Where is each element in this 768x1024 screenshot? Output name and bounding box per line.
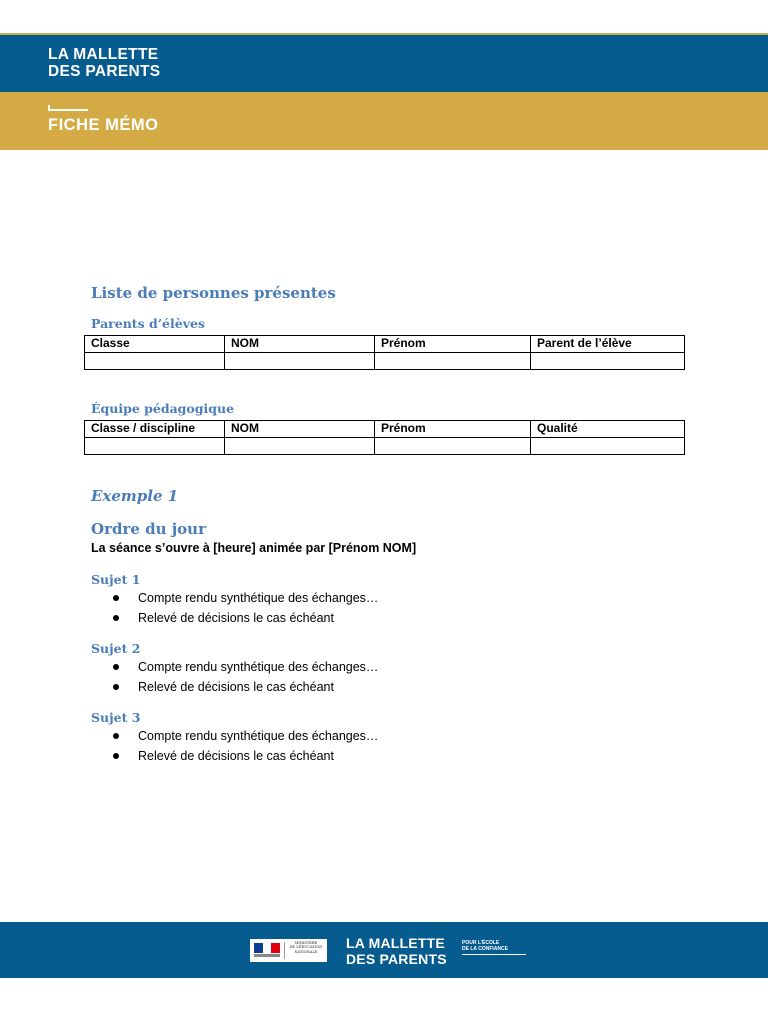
- subtitle-banner: [0, 92, 768, 150]
- list-item: [113, 746, 378, 766]
- bullet-icon: [113, 595, 119, 601]
- bullet-icon: [113, 664, 119, 670]
- table-row: [85, 353, 685, 370]
- subject-title: Sujet 1: [91, 572, 141, 587]
- footer-brand-logo: [346, 935, 447, 967]
- table-header-row: [85, 421, 685, 438]
- list-item-text: Compte rendu synthétique des échanges…: [138, 729, 379, 743]
- table-header-cell: NOM: [225, 336, 375, 353]
- equipe-table-title: Équipe pédagogique: [91, 401, 235, 416]
- bullet-icon: [113, 684, 119, 690]
- table-cell[interactable]: [225, 438, 375, 455]
- footer-banner: [0, 922, 768, 978]
- section-title: Liste de personnes présentes: [91, 284, 336, 302]
- table-header-cell: Classe / discipline: [85, 421, 225, 438]
- subject-title: Sujet 2: [91, 641, 141, 656]
- corner-mark-icon: [48, 105, 88, 111]
- equipe-table: [84, 420, 685, 455]
- table-cell[interactable]: [375, 438, 531, 455]
- list-item-text: Relevé de décisions le cas échéant: [138, 749, 334, 763]
- table-cell[interactable]: [531, 353, 685, 370]
- ministry-line-2: DE L’ÉDUCATION: [289, 945, 323, 950]
- list-item-text: Relevé de décisions le cas échéant: [138, 611, 334, 625]
- list-item: [113, 677, 378, 697]
- parents-table-title: Parents d’élèves: [91, 316, 205, 331]
- republic-tagline-icon: [254, 954, 280, 957]
- footer-brand-line-2: DES PARENTS: [346, 951, 447, 967]
- subject-title: Sujet 3: [91, 710, 141, 725]
- list-item-text: Relevé de décisions le cas échéant: [138, 680, 334, 694]
- brand-line-2: DES PARENTS: [48, 63, 161, 80]
- tagline-line-2: DE LA CONFIANCE: [462, 946, 508, 952]
- table-header-cell: Classe: [85, 336, 225, 353]
- agenda-title: Ordre du jour: [91, 520, 206, 538]
- logo-divider: [284, 942, 285, 959]
- table-header-cell: Prénom: [375, 421, 531, 438]
- header-banner: [0, 35, 768, 92]
- tagline-underline: [462, 954, 526, 955]
- french-flag-icon: [254, 943, 280, 953]
- brand-logo-text: [48, 46, 160, 80]
- parents-table: [84, 335, 685, 370]
- ministry-name: [287, 941, 325, 954]
- page-subtitle: FICHE MÉMO: [48, 116, 159, 134]
- table-cell[interactable]: [85, 353, 225, 370]
- subject-list: [113, 588, 378, 628]
- agenda-intro: La séance s’ouvre à [heure] animée par [Prénom NOM]: [91, 541, 417, 555]
- list-item: [113, 608, 378, 628]
- table-header-cell: Parent de l’élève: [531, 336, 685, 353]
- ministry-logo: [250, 939, 327, 962]
- list-item: [113, 657, 378, 677]
- list-item: [113, 588, 378, 608]
- ministry-line-1: MINISTÈRE: [294, 941, 318, 945]
- list-item-text: Compte rendu synthétique des échanges…: [138, 591, 379, 605]
- example-title: Exemple 1: [91, 487, 179, 505]
- confiance-logo: [462, 940, 526, 955]
- table-cell[interactable]: [375, 353, 531, 370]
- footer-brand-line-1: LA MALLETTE: [346, 935, 445, 951]
- table-header-row: [85, 336, 685, 353]
- list-item: [113, 726, 378, 746]
- table-row: [85, 438, 685, 455]
- ministry-line-3: NATIONALE: [294, 949, 318, 954]
- table-header-cell: Prénom: [375, 336, 531, 353]
- table-header-cell: NOM: [225, 421, 375, 438]
- list-item-text: Compte rendu synthétique des échanges…: [138, 660, 379, 674]
- tagline-line-1: POUR L’ÉCOLE: [462, 940, 500, 946]
- table-cell[interactable]: [85, 438, 225, 455]
- subject-list: [113, 657, 378, 697]
- table-header-cell: Qualité: [531, 421, 685, 438]
- subject-list: [113, 726, 378, 766]
- table-cell[interactable]: [225, 353, 375, 370]
- brand-line-1: LA MALLETTE: [48, 46, 159, 63]
- bullet-icon: [113, 615, 119, 621]
- bullet-icon: [113, 753, 119, 759]
- bullet-icon: [113, 733, 119, 739]
- table-cell[interactable]: [531, 438, 685, 455]
